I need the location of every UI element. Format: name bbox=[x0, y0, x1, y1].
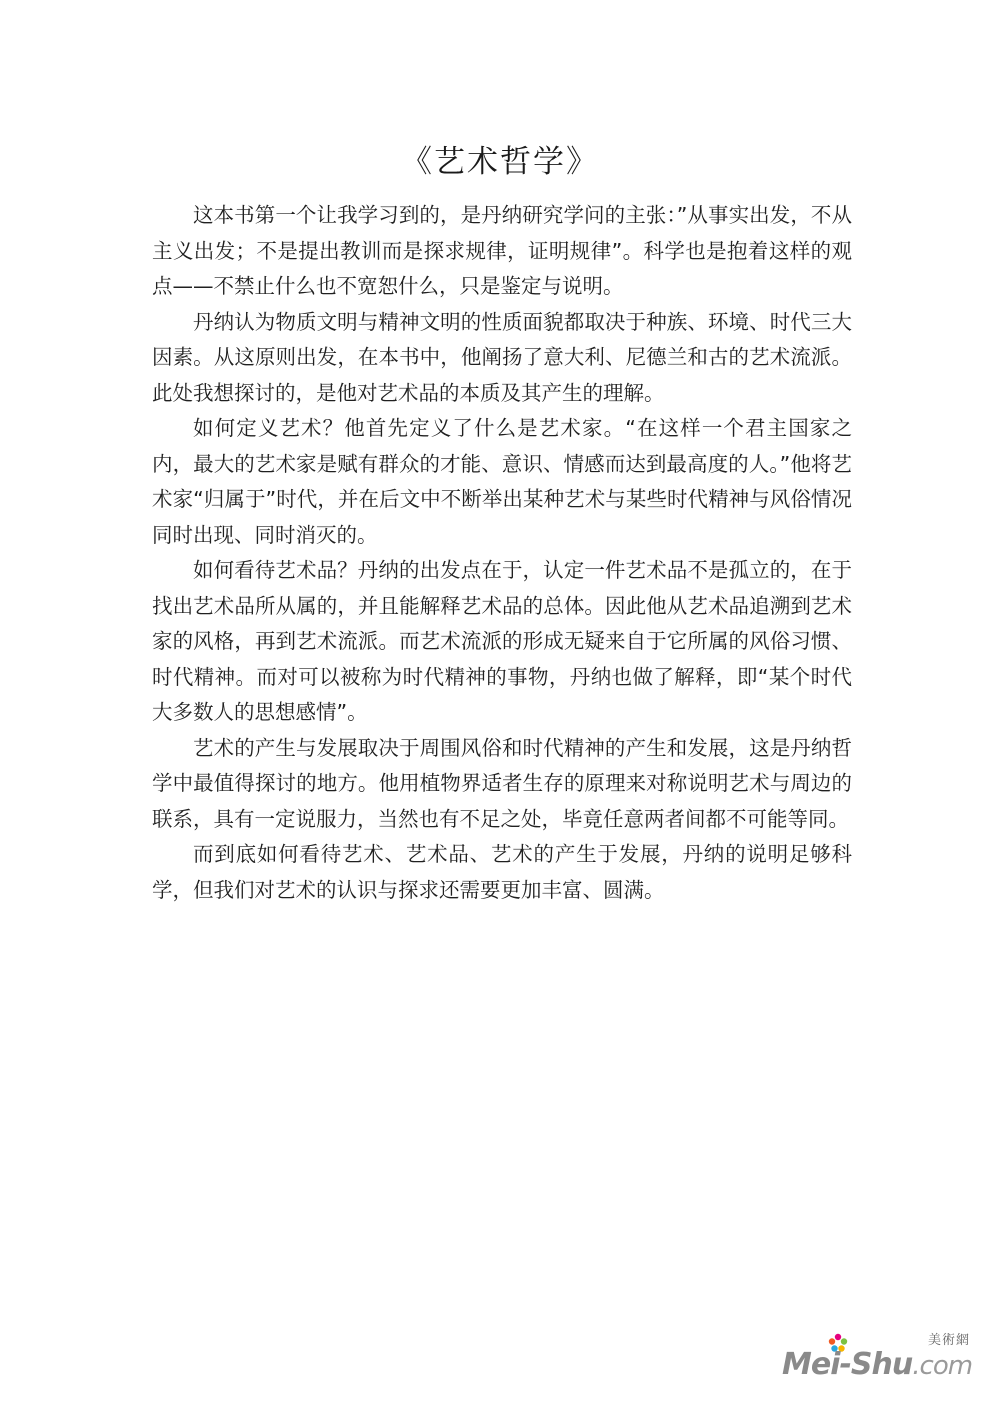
document-title: 《艺术哲学》 bbox=[401, 144, 599, 180]
paragraph-4: 如何看待艺术品？丹纳的出发点在于，认定一件艺术品不是孤立的，在于找出艺术品所从属的，并且能解释艺术品的总体。因此他从艺术品追溯到艺术家的风格，再到艺术流派。而艺术流派的形成无疑来自于它所属的风俗习惯、时代精神。而对可以被称为时代精神的事物，丹纳也做了解释，即“某个时代大多数人的思想感情”。 bbox=[152, 558, 852, 724]
paragraph-3: 如何定义艺术？他首先定义了什么是艺术家。“在这样一个君主国家之内，最大的艺术家是赋有群众的才能、意识、情感而达到最高度的人。”他将艺术家“归属于”时代，并在后文中不断举出某种艺术与某些时代精神与风俗情况同时出现、同时消灭的。 bbox=[152, 416, 852, 547]
paragraph-1: 这本书第一个让我学习到的，是丹纳研究学问的主张：”从事实出发，不从主义出发；不是提出教训而是探求规律，证明规律”。科学也是抱着这样的观点——不禁止什么也不宽恕什么，只是鉴定与说明。 bbox=[152, 203, 852, 298]
paragraph-5: 艺术的产生与发展取决于周围风俗和时代精神的产生和发展，这是丹纳哲学中最值得探讨的地方。他用植物界适者生存的原理来对称说明艺术与周边的联系，具有一定说服力，当然也有不足之处，毕竟任意两者间都不可能等同。 bbox=[152, 735, 852, 831]
watermark-logo bbox=[782, 1327, 972, 1399]
watermark-en-text bbox=[782, 1347, 972, 1382]
document-body bbox=[152, 198, 852, 908]
watermark-domain-suffix: .com bbox=[912, 1351, 973, 1381]
paragraph-2: 丹纳认为物质文明与精神文明的性质面貌都取决于种族、环境、时代三大因素。从这原则出发，在本书中，他阐扬了意大利、尼德兰和古的艺术流派。此处我想探讨的，是他对艺术品的本质及其产生的理解。 bbox=[152, 309, 852, 405]
watermark-cn-text: 美術網 bbox=[927, 1333, 970, 1348]
paragraph-6: 而到底如何看待艺术、艺术品、艺术的产生于发展，丹纳的说明足够科学，但我们对艺术的认识与探求还需要更加丰富、圆满。 bbox=[152, 842, 852, 902]
watermark-brand: Mei-Shu bbox=[782, 1347, 913, 1382]
